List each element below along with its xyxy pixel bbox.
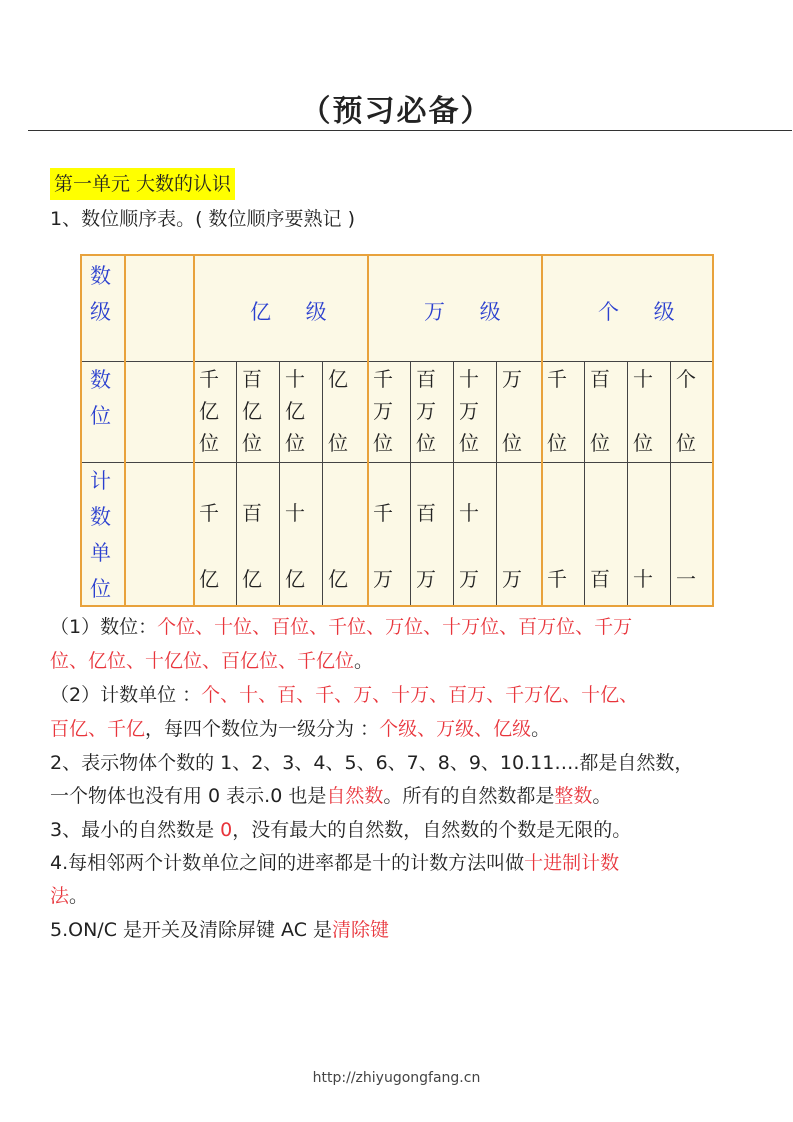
place-cell-char: 亿 bbox=[242, 399, 262, 423]
unit-cell-char: 百 bbox=[590, 567, 610, 591]
term-decimal-b: 法 bbox=[50, 885, 70, 907]
place-cell-char: 位 bbox=[633, 431, 653, 455]
place-cell-char: 百 bbox=[242, 367, 262, 391]
section-2-a: 2、表示物体个数的 1、2、3、4、5、6、7、8、9、10.11….都是自然数， bbox=[50, 752, 694, 774]
place-cell-char: 百 bbox=[416, 367, 436, 391]
place-cell-char: 百 bbox=[590, 367, 610, 391]
level-wan: 万 级 bbox=[424, 300, 515, 324]
place-cell-char: 十 bbox=[633, 367, 653, 391]
table-column-divider bbox=[193, 256, 195, 605]
note-2-units-b: 百亿、千亿 bbox=[50, 718, 146, 740]
section-3-text1: 3、最小的自然数是 bbox=[50, 819, 221, 841]
place-cell-char: 位 bbox=[459, 431, 479, 455]
unit-cell-char: 一 bbox=[676, 567, 696, 591]
note-1-label: （1）数位： bbox=[50, 616, 158, 638]
section-4-end: 。 bbox=[69, 885, 89, 907]
place-cell-char: 位 bbox=[373, 431, 393, 455]
table-column-divider bbox=[627, 361, 628, 605]
place-cell-char: 亿 bbox=[328, 367, 348, 391]
place-cell-char: 位 bbox=[590, 431, 610, 455]
unit-cell-char: 万 bbox=[459, 567, 479, 591]
section-2-b-text2: 。所有的自然数都是 bbox=[383, 785, 555, 807]
table-column-divider bbox=[124, 256, 126, 605]
unit-cell-char: 十 bbox=[633, 567, 653, 591]
row-header-units: 计 数 单 位 bbox=[90, 469, 111, 601]
place-cell-char: 位 bbox=[502, 431, 522, 455]
section-4-cont bbox=[50, 881, 88, 908]
note-2-end: 。 bbox=[531, 718, 551, 740]
row-header-places: 数 位 bbox=[90, 368, 111, 428]
unit-cell-char: 亿 bbox=[328, 567, 348, 591]
level-ge: 个 级 bbox=[598, 300, 689, 324]
term-natural-number: 自然数 bbox=[326, 785, 384, 807]
place-cell-char: 万 bbox=[416, 399, 436, 423]
section-3 bbox=[50, 815, 631, 842]
unit-cell-char: 亿 bbox=[199, 567, 219, 591]
unit-cell-char: 亿 bbox=[285, 567, 305, 591]
place-cell-char: 亿 bbox=[199, 399, 219, 423]
footer-url: http://zhiyugongfang.cn bbox=[312, 1070, 481, 1086]
place-cell-char: 位 bbox=[416, 431, 436, 455]
note-1-places-a: 个位、十位、百位、千位、万位、十万位、百万位、千万 bbox=[157, 616, 633, 638]
place-cell-char: 万 bbox=[459, 399, 479, 423]
place-cell-char: 十 bbox=[285, 367, 305, 391]
note-1 bbox=[50, 612, 632, 639]
note-1-places-b: 位、亿位、十亿位、百亿位、千亿位 bbox=[50, 650, 355, 672]
unit-cell-char: 十 bbox=[459, 501, 479, 525]
unit-cell-char: 千 bbox=[373, 501, 393, 525]
term-decimal-a: 十进制计数 bbox=[524, 852, 620, 874]
section-2-b-end: 。 bbox=[592, 785, 612, 807]
unit-cell-char: 万 bbox=[373, 567, 393, 591]
section-4 bbox=[50, 848, 619, 875]
note-2-levels: 个级、万级、亿级 bbox=[379, 718, 532, 740]
place-cell-char: 万 bbox=[373, 399, 393, 423]
note-2-mid: ，每四个数位为一级分为 ： bbox=[145, 718, 380, 740]
table-column-divider bbox=[584, 361, 585, 605]
place-cell-char: 位 bbox=[328, 431, 348, 455]
unit-cell-char: 千 bbox=[547, 567, 567, 591]
unit-cell-char: 千 bbox=[199, 501, 219, 525]
page-title: （预习必备） bbox=[300, 94, 493, 129]
place-cell-char: 位 bbox=[285, 431, 305, 455]
unit-cell-char: 十 bbox=[285, 501, 305, 525]
table-column-divider bbox=[453, 361, 454, 605]
place-cell-char: 个 bbox=[676, 367, 696, 391]
section-4-text: 4.每相邻两个计数单位之间的进率都是十的计数方法叫做 bbox=[50, 852, 525, 874]
table-column-divider bbox=[367, 256, 369, 605]
table-column-divider bbox=[236, 361, 237, 605]
table-column-divider bbox=[496, 361, 497, 605]
unit-cell-char: 万 bbox=[416, 567, 436, 591]
unit-cell-char: 百 bbox=[242, 501, 262, 525]
table-column-divider bbox=[541, 256, 543, 605]
row-header-levels: 数 级 bbox=[90, 264, 111, 324]
table-column-divider bbox=[322, 361, 323, 605]
term-clear-key: 清除键 bbox=[332, 919, 390, 941]
place-cell-char: 位 bbox=[547, 431, 567, 455]
place-cell-char: 位 bbox=[242, 431, 262, 455]
table-column-divider bbox=[410, 361, 411, 605]
section-1-heading: 1、数位顺序表。( 数位顺序要熟记 ) bbox=[50, 208, 355, 230]
place-cell-char: 千 bbox=[373, 367, 393, 391]
note-2-cont bbox=[50, 714, 550, 741]
note-2-label: （2）计数单位 ： bbox=[50, 684, 202, 706]
unit-cell-char: 百 bbox=[416, 501, 436, 525]
level-yi: 亿 级 bbox=[250, 300, 341, 324]
table-row-divider bbox=[82, 361, 712, 362]
section-3-text2: ，没有最大的自然数，自然数的个数是无限的。 bbox=[232, 819, 632, 841]
term-integer: 整数 bbox=[554, 785, 593, 807]
note-2-units-a: 个、十、百、千、万、十万、百万、千万亿、十亿、 bbox=[201, 684, 639, 706]
unit-cell-char: 亿 bbox=[242, 567, 262, 591]
place-cell-char: 位 bbox=[199, 431, 219, 455]
place-cell-char: 万 bbox=[502, 367, 522, 391]
table-column-divider bbox=[279, 361, 280, 605]
unit-cell-char: 万 bbox=[502, 567, 522, 591]
place-value-table bbox=[80, 254, 714, 607]
place-cell-char: 千 bbox=[547, 367, 567, 391]
section-5-text: 5.ON/C 是开关及清除屏键 AC 是 bbox=[50, 919, 333, 941]
note-1-cont bbox=[50, 646, 373, 673]
place-cell-char: 千 bbox=[199, 367, 219, 391]
place-cell-char: 位 bbox=[676, 431, 696, 455]
unit-heading: 第一单元 大数的认识 bbox=[50, 168, 235, 200]
title-divider bbox=[28, 130, 792, 131]
note-1-end: 。 bbox=[354, 650, 374, 672]
term-zero: 0 bbox=[220, 819, 233, 841]
note-2 bbox=[50, 680, 638, 707]
table-row-divider bbox=[82, 462, 712, 463]
table-column-divider bbox=[670, 361, 671, 605]
section-5 bbox=[50, 915, 389, 942]
place-cell-char: 十 bbox=[459, 367, 479, 391]
place-cell-char: 亿 bbox=[285, 399, 305, 423]
section-2-b bbox=[50, 781, 611, 808]
section-2-b-text1: 一个物体也没有用 0 表示.0 也是 bbox=[50, 785, 327, 807]
